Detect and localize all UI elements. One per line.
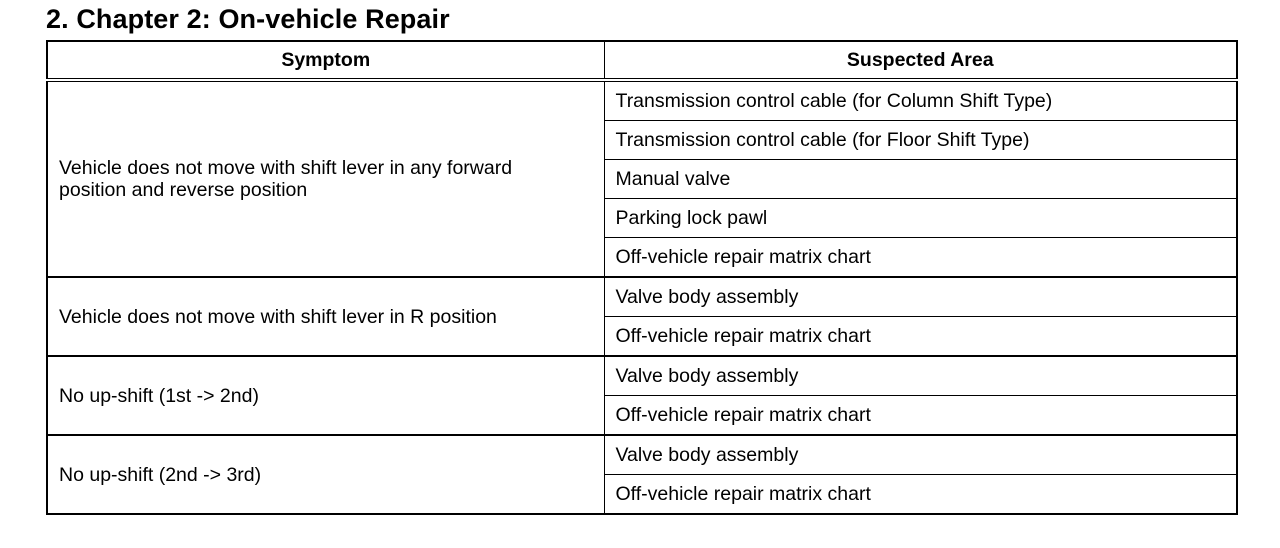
suspected-area-cell: Off-vehicle repair matrix chart [604, 238, 1237, 278]
table-row [47, 80, 1237, 121]
symptom-column-header: Symptom [47, 41, 604, 80]
symptom-cell: No up-shift (1st -> 2nd) [47, 356, 604, 435]
suspected-area-cell: Valve body assembly [604, 356, 1237, 396]
suspected-area-cell: Off-vehicle repair matrix chart [604, 475, 1237, 515]
page-title: 2. Chapter 2: On-vehicle Repair [46, 4, 450, 34]
suspected-area-cell: Valve body assembly [604, 277, 1237, 317]
table-row [47, 277, 1237, 317]
suspected-area-cell: Parking lock pawl [604, 199, 1237, 238]
suspected-area-cell: Off-vehicle repair matrix chart [604, 317, 1237, 357]
symptom-cell: No up-shift (2nd -> 3rd) [47, 435, 604, 514]
suspected-area-column-header: Suspected Area [604, 41, 1237, 80]
suspected-area-cell: Off-vehicle repair matrix chart [604, 396, 1237, 436]
suspected-area-cell: Transmission control cable (for Column Shift Type) [604, 80, 1237, 121]
suspected-area-cell: Valve body assembly [604, 435, 1237, 475]
symptom-cell: Vehicle does not move with shift lever in any forward position and reverse position [47, 80, 604, 277]
table-row [47, 356, 1237, 396]
suspected-area-cell: Manual valve [604, 160, 1237, 199]
table-header-row [47, 41, 1237, 80]
symptom-cell: Vehicle does not move with shift lever in R position [47, 277, 604, 356]
repair-matrix-table [46, 40, 1238, 515]
table-row [47, 435, 1237, 475]
suspected-area-cell: Transmission control cable (for Floor Shift Type) [604, 121, 1237, 160]
